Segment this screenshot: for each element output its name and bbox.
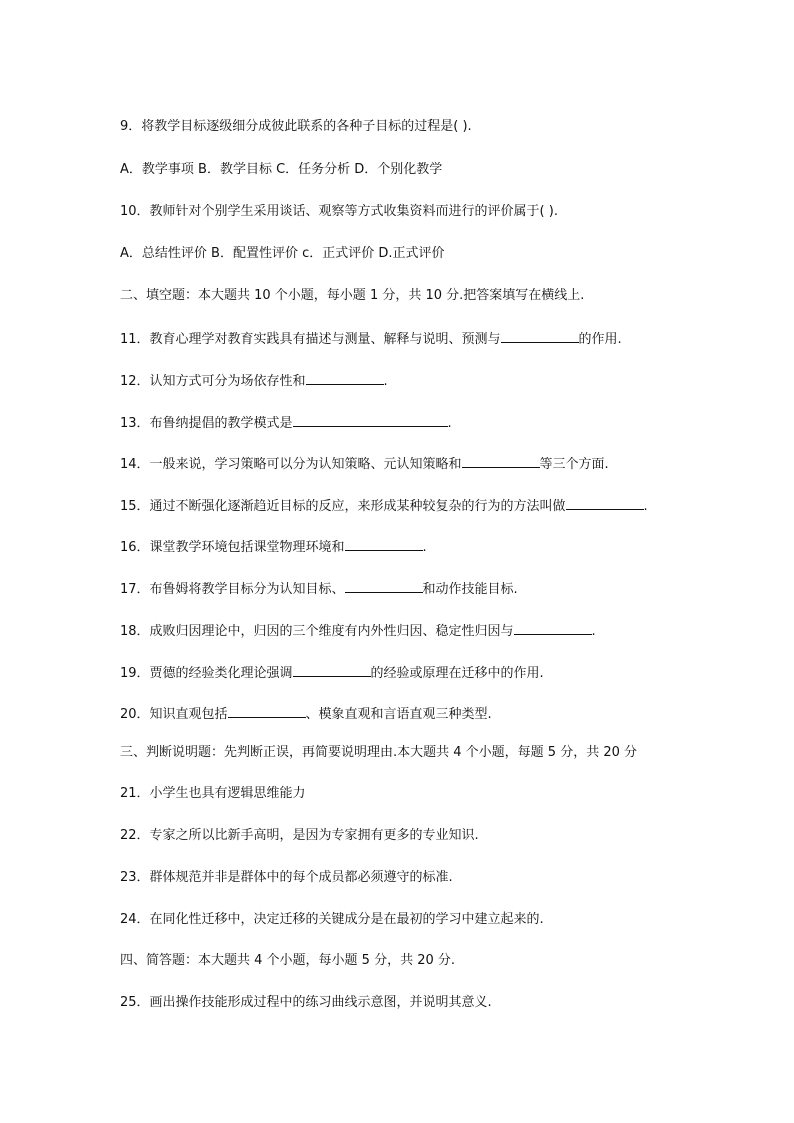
line-text: 11．教育心理学对教育实践具有描述与测量、解释与说明、预测与 — [120, 332, 501, 347]
question-line — [120, 911, 544, 929]
question-line — [120, 579, 518, 599]
line-text-after: 等三个方面. — [539, 457, 609, 472]
answer-blank[interactable] — [514, 621, 592, 635]
answer-blank[interactable] — [462, 454, 540, 468]
line-text: 16．课堂教学环境包括课堂物理环境和 — [120, 540, 345, 555]
line-text: 12．认知方式可分为场依存性和 — [120, 374, 306, 389]
question-line — [120, 245, 445, 263]
line-text: 三、判断说明题：先判断正误，再简要说明理由.本大题共 4 个小题，每题 5 分，共 20 分 — [120, 745, 638, 760]
answer-blank[interactable] — [566, 496, 644, 510]
line-text: 二、填空题：本大题共 10 个小题，每小题 1 分，共 10 分.把答案填写在横线上. — [120, 288, 585, 303]
question-line — [120, 287, 584, 305]
line-text: A．总结性评价 B．配置性评价 c．正式评价 D.正式评价 — [120, 246, 445, 261]
answer-blank[interactable] — [293, 413, 448, 427]
question-line — [120, 869, 453, 887]
line-text: 9．将教学目标逐级细分成彼此联系的各种子目标的过程是( ). — [120, 119, 472, 134]
line-text: 17．布鲁姆将教学目标分为认知目标、 — [120, 582, 345, 597]
line-text: 15．通过不断强化逐渐趋近目标的反应，来形成某种较复杂的行为的方法叫做 — [120, 499, 566, 514]
line-text: 22．专家之所以比新手高明，是因为专家拥有更多的专业知识. — [120, 828, 479, 843]
line-text: 21．小学生也具有逻辑思维能力 — [120, 786, 306, 801]
answer-blank[interactable] — [228, 704, 306, 718]
question-line — [120, 413, 452, 433]
question-line — [120, 994, 492, 1012]
question-line — [120, 621, 596, 641]
question-line — [120, 663, 544, 683]
line-text-after: 、模象直观和言语直观三种类型. — [305, 707, 492, 722]
line-text: 14．一般来说，学习策略可以分为认知策略、元认知策略和 — [120, 457, 462, 472]
line-text: 24．在同化性迁移中，决定迁移的关键成分是在最初的学习中建立起来的. — [120, 912, 544, 927]
line-text-after: . — [643, 499, 648, 514]
question-line — [120, 537, 427, 557]
answer-blank[interactable] — [293, 663, 371, 677]
line-text: 23．群体规范并非是群体中的每个成员都必须遵守的标准. — [120, 870, 453, 885]
line-text: 13．布鲁纳提倡的教学模式是 — [120, 416, 293, 431]
line-text-after: . — [422, 540, 427, 555]
question-line — [120, 704, 492, 724]
question-line — [120, 454, 609, 474]
line-text: 10．教师针对个别学生采用谈话、观察等方式收集资料而进行的评价属于( ). — [120, 204, 558, 219]
answer-blank[interactable] — [306, 371, 384, 385]
line-text: A．教学事项 B．教学目标 C．任务分析 D．个别化教学 — [120, 162, 443, 177]
line-text: 25．画出操作技能形成过程中的练习曲线示意图，并说明其意义. — [120, 995, 492, 1010]
answer-blank[interactable] — [501, 329, 579, 343]
line-text-after: 的作用. — [578, 332, 622, 347]
question-line — [120, 952, 455, 970]
question-line — [120, 371, 388, 391]
answer-blank[interactable] — [345, 579, 423, 593]
line-text-after: . — [447, 416, 452, 431]
question-line — [120, 203, 558, 221]
line-text-after: . — [383, 374, 388, 389]
question-line — [120, 329, 622, 349]
question-line — [120, 118, 472, 136]
question-line — [120, 496, 648, 516]
line-text: 20．知识直观包括 — [120, 707, 228, 722]
line-text-after: 的经验或原理在迁移中的作用. — [370, 666, 544, 681]
question-line — [120, 161, 442, 179]
line-text: 四、简答题：本大题共 4 个小题，每小题 5 分，共 20 分. — [120, 953, 456, 968]
line-text: 18．成败归因理论中，归因的三个维度有内外性归因、稳定性归因与 — [120, 624, 514, 639]
question-line — [120, 744, 637, 762]
question-line — [120, 785, 306, 803]
line-text-after: . — [591, 624, 596, 639]
line-text: 19．贾德的经验类化理论强调 — [120, 666, 293, 681]
question-line — [120, 827, 479, 845]
answer-blank[interactable] — [345, 537, 423, 551]
line-text-after: 和动作技能目标. — [422, 582, 518, 597]
